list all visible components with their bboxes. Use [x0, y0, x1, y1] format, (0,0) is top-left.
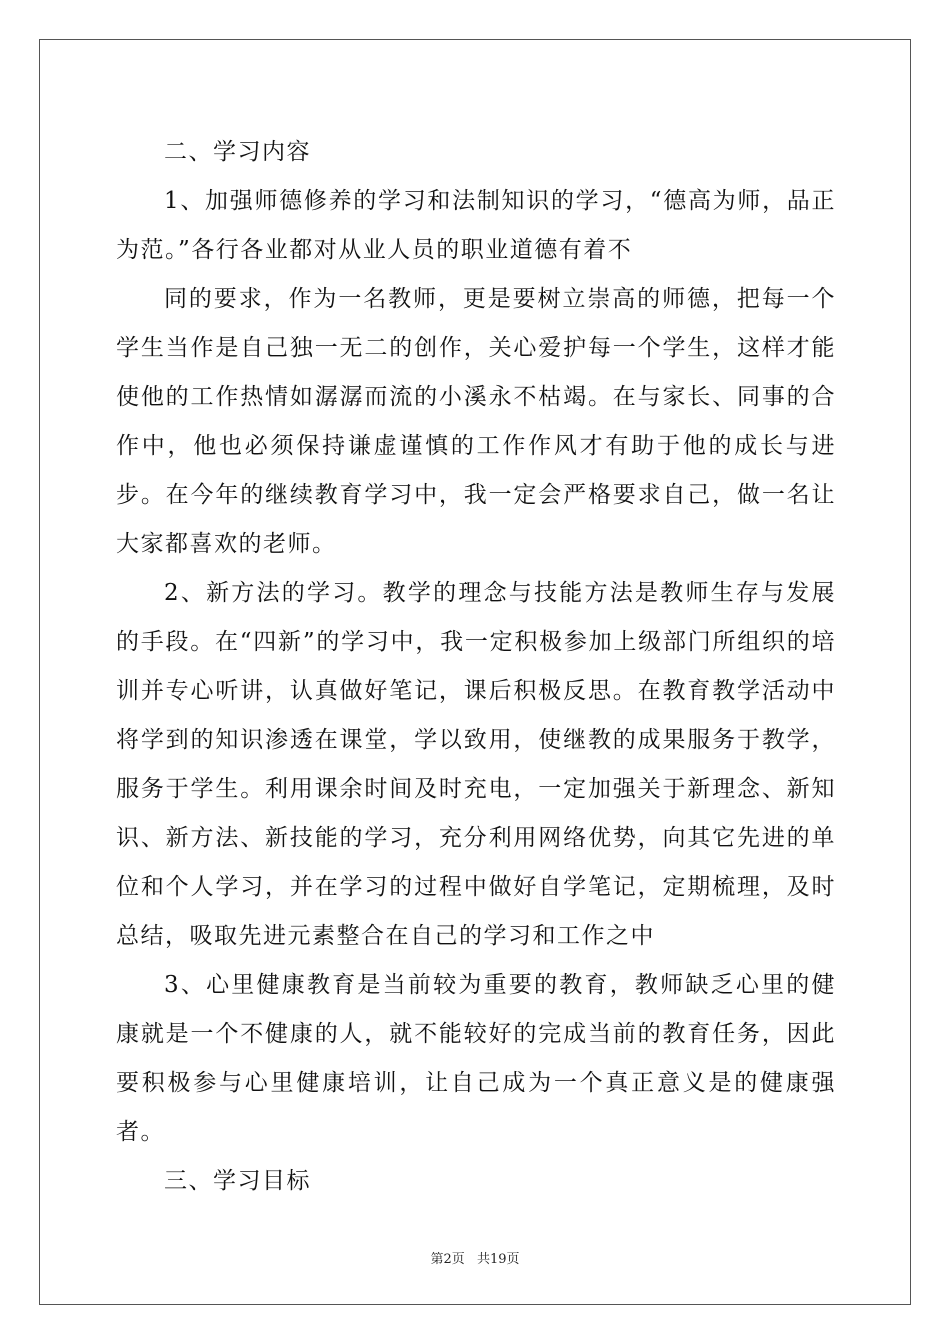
document-body: [116, 128, 836, 1206]
page-number: 第2页: [430, 1252, 465, 1267]
page-footer: [0, 1248, 950, 1267]
paragraph-2: 2、新方法的学习。教学的理念与技能方法是教师生存与发展的手段。在“四新”的学习中，我一定积极参加上级部门所组织的培训并专心听讲，认真做好笔记，课后积极反思。在教育教学活动中将学到的知识渗透在课堂，学以致用，使继教的成果服务于教学，服务于学生。利用课余时间及时充电，一定加强关于新理念、新知识、新方法、新技能的学习，充分利用网络优势，向其它先进的单位和个人学习，并在学习的过程中做好自学笔记，定期梳理，及时总结，吸取先进元素整合在自己的学习和工作之中: [116, 580, 836, 949]
paragraph-1-part-1: 1、加强师德修养的学习和法制知识的学习，“德高为师，品正为范。”各行各业都对从业人员的职业道德有着不: [116, 188, 836, 263]
section-heading-content: 二、学习内容: [164, 139, 311, 165]
paragraph-1-part-2: 同的要求，作为一名教师，更是要树立崇高的师德，把每一个学生当作是自己独一无二的创作，关心爱护每一个学生，这样才能使他的工作热情如潺潺而流的小溪永不枯竭。在与家长、同事的合作中，他也必须保持谦虚谨慎的工作作风才有助于他的成长与进步。在今年的继续教育学习中，我一定会严格要求自己，做一名让大家都喜欢的老师。: [116, 286, 836, 557]
paragraph-3: 3、心里健康教育是当前较为重要的教育，教师缺乏心里的健康就是一个不健康的人，就不能较好的完成当前的教育任务，因此要积极参与心里健康培训，让自己成为一个真正意义是的健康强者。: [116, 972, 836, 1145]
page-total: 共19页: [476, 1252, 520, 1267]
section-heading-goals: 三、学习目标: [164, 1168, 311, 1194]
